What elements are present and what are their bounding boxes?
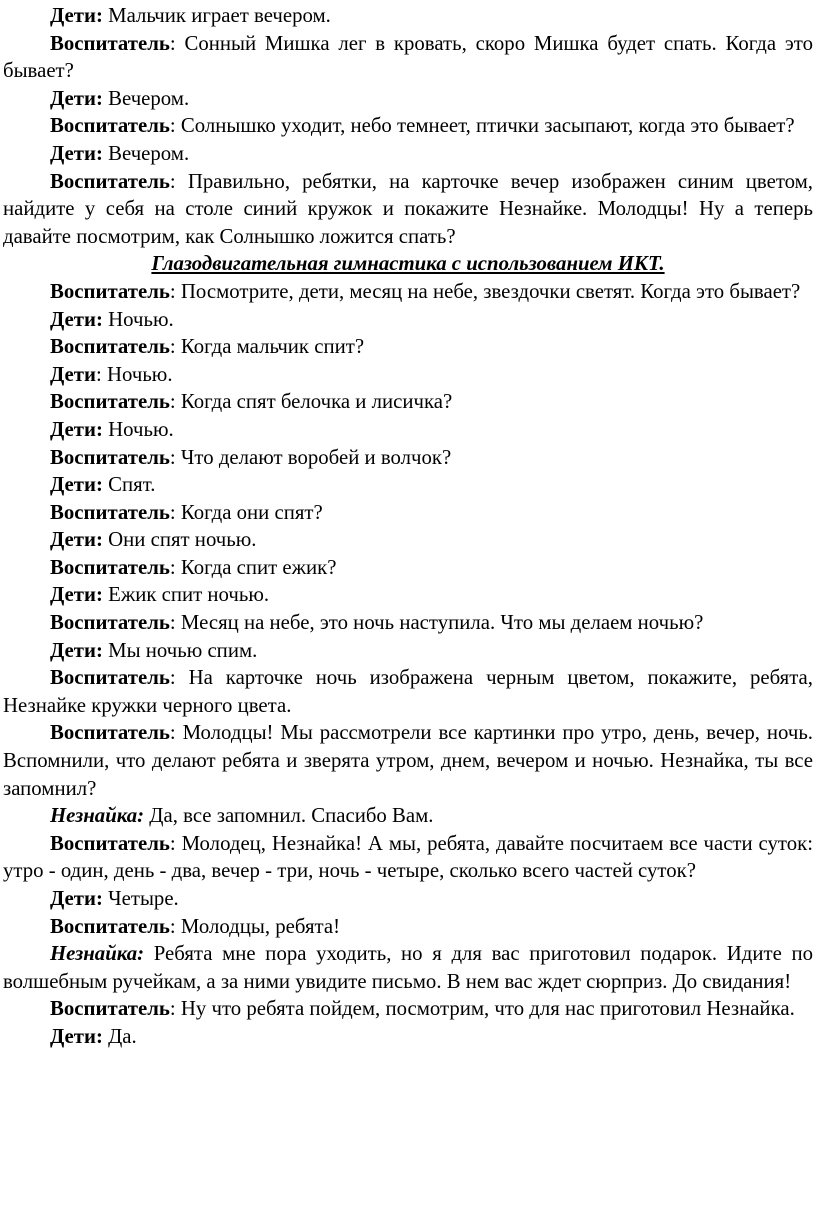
speaker-label: Дети:	[50, 86, 103, 110]
dialogue-line	[3, 719, 813, 802]
speaker-label: Дети:	[50, 141, 103, 165]
line-text: : Посмотрите, дети, месяц на небе, звездочки светят. Когда это бывает?	[169, 279, 801, 303]
line-text: : Молодцы! Мы рассмотрели все картинки про утро, день, вечер, ночь. Вспомнили, что делают ребята и зверята утром, днем, вечером и ночью. Незнайка, ты все запомнил?	[3, 721, 813, 800]
line-text: : На карточке ночь изображена черным цветом, покажите, ребята, Незнайке кружки черного цвета.	[3, 666, 813, 717]
speaker-label: Воспитатель	[50, 555, 170, 579]
line-text: Мы ночью спим.	[102, 638, 258, 662]
speaker-label: Дети	[50, 362, 96, 386]
line-text: Вечером.	[102, 86, 190, 110]
speaker-label: Дети:	[50, 638, 103, 662]
dialogue-line	[3, 140, 813, 168]
dialogue-line	[3, 940, 813, 995]
speaker-label: Дети:	[50, 583, 103, 607]
line-text: Они спят ночью.	[102, 528, 257, 552]
line-text: : Солнышко уходит, небо темнеет, птички засыпают, когда это бывает?	[169, 114, 795, 138]
dialogue-line	[3, 581, 813, 609]
speaker-label: Дети:	[50, 1024, 103, 1048]
speaker-label: Дети:	[50, 473, 103, 497]
line-text: : Месяц на небе, это ночь наступила. Что мы делаем ночью?	[169, 611, 704, 635]
dialogue-line	[3, 112, 813, 140]
speaker-label: Дети:	[50, 307, 103, 331]
line-text: : Ну что ребята пойдем, посмотрим, что для нас приготовил Незнайка.	[169, 997, 795, 1021]
speaker-label: Дети:	[50, 417, 103, 441]
line-text: : Когда спит ежик?	[169, 555, 337, 579]
speaker-label: Дети:	[50, 4, 103, 27]
dialogue-line	[3, 637, 813, 665]
line-text: : Сонный Мишка лег в кровать, скоро Мишка будет спать. Когда это бывает?	[3, 31, 813, 83]
dialogue-line	[3, 416, 813, 444]
speaker-label: Воспитатель	[50, 335, 170, 359]
dialogue-line	[3, 85, 813, 113]
line-text: : Когда они спят?	[169, 500, 323, 524]
dialogue-line	[3, 30, 813, 85]
line-text: Ночью.	[102, 417, 174, 441]
speaker-label: Воспитатель	[50, 611, 170, 635]
dialogue-line	[3, 913, 813, 941]
line-text: Ребята мне пора уходить, но я для вас приготовил подарок. Идите по волшебным ручейкам, а за ними увидите письмо. В нем вас ждет сюрприз. До свидания!	[3, 942, 813, 993]
dialogue-line	[3, 388, 813, 416]
line-text: : Когда спят белочка и лисичка?	[169, 390, 453, 414]
dialogue-line	[3, 2, 813, 30]
speaker-label: Воспитатель	[50, 500, 170, 524]
dialogue-line	[3, 526, 813, 554]
dialogue-line	[3, 830, 813, 885]
speaker-label: Незнайка:	[50, 804, 145, 828]
line-text: Четыре.	[102, 887, 179, 910]
dialogue-line	[3, 471, 813, 499]
dialogue-line	[3, 1023, 813, 1051]
speaker-label: Дети:	[50, 887, 103, 910]
dialogue-line	[3, 306, 813, 334]
dialogue-line	[3, 444, 813, 472]
speaker-label: Воспитатель	[50, 169, 170, 193]
line-text: : Молодец, Незнайка! А мы, ребята, давайте посчитаем все части суток: утро - один, день - два, вечер - три, ночь - четыре, сколько всего частей суток?	[3, 831, 813, 883]
dialogue-line	[3, 664, 813, 719]
dialogue-line	[3, 168, 813, 251]
speaker-label: Воспитатель	[50, 279, 170, 303]
dialogue-line	[3, 995, 813, 1023]
dialogue-line	[3, 333, 813, 361]
dialogue-after-heading	[3, 278, 813, 1051]
speaker-label: Воспитатель	[50, 666, 170, 690]
dialogue-line	[3, 499, 813, 527]
line-text: : Что делают воробей и волчок?	[169, 445, 452, 469]
speaker-label: Воспитатель	[50, 114, 170, 138]
speaker-label: Воспитатель	[50, 831, 170, 855]
line-text: Да.	[102, 1024, 137, 1048]
line-text: : Когда мальчик спит?	[169, 335, 365, 359]
line-text: Ежик спит ночью.	[102, 583, 270, 607]
speaker-label: Воспитатель	[50, 914, 170, 938]
line-text: Вечером.	[102, 141, 190, 165]
speaker-label: Воспитатель	[50, 390, 170, 414]
speaker-label: Воспитатель	[50, 721, 170, 745]
dialogue-line	[3, 885, 813, 913]
line-text: Ночью.	[102, 307, 174, 331]
dialogue-line	[3, 361, 813, 389]
dialogue-before-heading	[3, 2, 813, 250]
dialogue-line	[3, 802, 813, 830]
line-text: : Правильно, ребятки, на карточке вечер изображен синим цветом, найдите у себя на столе синий кружок и покажите Незнайке. Молодцы! Ну а теперь давайте посмотрим, как Солнышко ложится спать?	[3, 169, 813, 248]
speaker-label: Дети:	[50, 528, 103, 552]
line-text: Спят.	[102, 473, 156, 497]
speaker-label: Воспитатель	[50, 31, 170, 55]
speaker-label: Воспитатель	[50, 997, 170, 1021]
speaker-label: Незнайка:	[50, 942, 145, 966]
line-text: : Ночью.	[96, 362, 173, 386]
dialogue-line	[3, 554, 813, 582]
line-text: : Молодцы, ребята!	[169, 914, 341, 938]
dialogue-line	[3, 278, 813, 306]
section-heading: Глазодвигательная гимнастика с использованием ИКТ.	[151, 252, 665, 276]
dialogue-line	[3, 609, 813, 637]
line-text: Да, все запомнил. Спасибо Вам.	[144, 804, 434, 828]
line-text: Мальчик играет вечером.	[102, 4, 331, 27]
speaker-label: Воспитатель	[50, 445, 170, 469]
